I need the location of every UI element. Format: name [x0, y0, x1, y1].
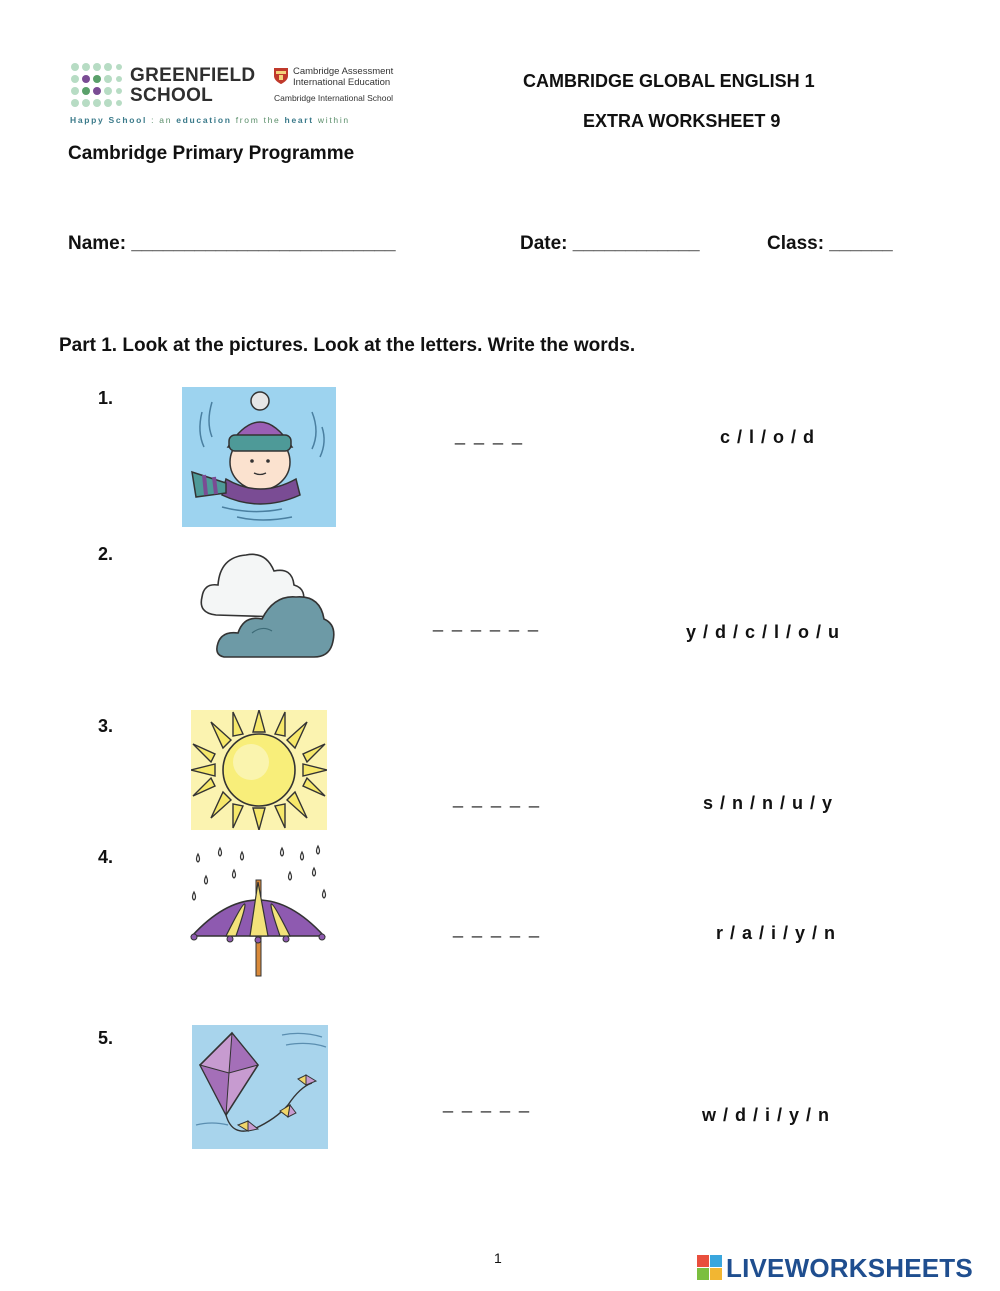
question-number: 1.	[98, 388, 114, 408]
school-name	[130, 66, 255, 106]
school-logo-dots-icon	[70, 62, 122, 110]
answer-blank[interactable]: _ _ _ _	[455, 425, 525, 445]
answer-blank[interactable]: _ _ _ _ _ _	[433, 612, 541, 632]
page-number: 1	[494, 1250, 502, 1266]
date-field[interactable]: Date: ____________	[520, 233, 700, 254]
question-number: 4.	[98, 847, 114, 867]
cambridge-shield-icon	[273, 67, 289, 85]
scrambled-letters: r / a / i / y / n	[716, 923, 837, 943]
liveworksheets-brand[interactable]: LIVEWORKSHEETS	[726, 1253, 973, 1283]
scrambled-letters: c / l / o / d	[720, 427, 816, 447]
sun-icon	[191, 710, 327, 830]
cambridge-line1: Cambridge Assessment	[293, 66, 394, 77]
worksheet-subtitle: EXTRA WORKSHEET 9	[583, 111, 781, 131]
part1-instruction: Part 1. Look at the pictures. Look at the letters. Write the words.	[59, 335, 636, 356]
answer-blank[interactable]: _ _ _ _ _	[453, 788, 542, 808]
tagline-part6: within	[313, 115, 350, 125]
school-name-line1: GREENFIELD	[130, 65, 256, 86]
class-field[interactable]: Class: ______	[767, 233, 893, 254]
cambridge-line2: International Education	[293, 77, 391, 88]
tagline-part4: from the	[231, 115, 285, 125]
tagline-part1: Happy School	[70, 115, 148, 125]
cold-child-icon	[182, 387, 336, 527]
umbrella-rain-icon	[186, 842, 330, 980]
liveworksheets-logo-icon	[697, 1255, 723, 1281]
school-name-line2: SCHOOL	[130, 85, 214, 106]
name-field[interactable]: Name: _________________________	[68, 233, 396, 254]
kite-icon	[192, 1025, 328, 1149]
tagline-part2: : an	[147, 115, 177, 125]
cloud-icon	[196, 545, 338, 665]
question-number: 5.	[98, 1028, 114, 1048]
tagline-part3: education	[176, 115, 232, 125]
answer-blank[interactable]: _ _ _ _ _	[453, 918, 542, 938]
scrambled-letters: w / d / i / y / n	[702, 1105, 831, 1125]
cambridge-assessment-label	[293, 66, 393, 88]
question-number: 3.	[98, 716, 114, 736]
school-tagline	[70, 115, 350, 125]
answer-blank[interactable]: _ _ _ _ _	[443, 1093, 532, 1113]
scrambled-letters: y / d / c / l / o / u	[686, 622, 841, 642]
question-number: 2.	[98, 544, 114, 564]
worksheet-title: CAMBRIDGE GLOBAL ENGLISH 1	[523, 71, 815, 91]
scrambled-letters: s / n / n / u / y	[703, 793, 834, 813]
tagline-part5: heart	[284, 115, 314, 125]
programme-label: Cambridge Primary Programme	[68, 143, 355, 164]
cambridge-school-label: Cambridge International School	[274, 93, 394, 103]
